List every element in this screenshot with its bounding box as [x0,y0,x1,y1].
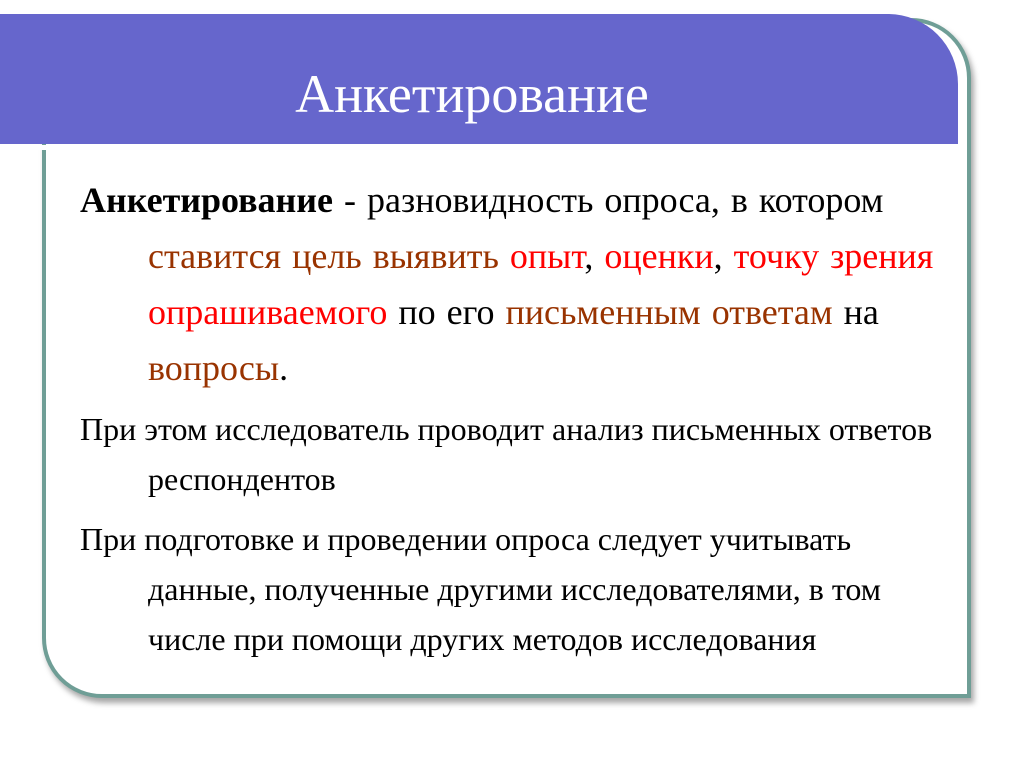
text-segment: . [279,348,289,388]
definition-paragraph [80,172,950,396]
text-segment: При подготовке и проведении опроса следует учитывать данные, полученные другими исследователями, в том числе при помощи других методов исследования [80,521,882,657]
preparation-paragraph [80,514,950,664]
highlight-text: вопросы [148,348,280,388]
text-segment: , [713,236,734,276]
slide-body [80,172,950,664]
highlight-text: оценки [604,236,714,276]
text-segment: на [832,292,879,332]
analysis-paragraph [80,404,950,504]
title-underline [0,145,906,150]
term-text: Анкетирование [80,180,334,220]
text-segment: - разновидность опроса, в котором [333,180,884,220]
text-segment: При этом исследователь проводит анализ письменных ответов респондентов [80,411,933,497]
highlight-text: точку зрения опрашиваемого [148,236,934,332]
highlight-text: выявить [372,236,499,276]
text-segment [362,236,373,276]
title-bar [0,14,958,144]
highlight-text: опыт [509,236,585,276]
text-segment [499,236,510,276]
text-segment: , [584,236,605,276]
slide-title: Анкетирование [295,64,649,124]
highlight-text: ставится цель [148,236,362,276]
text-segment: по его [387,292,506,332]
highlight-text: письменным ответам [505,292,833,332]
